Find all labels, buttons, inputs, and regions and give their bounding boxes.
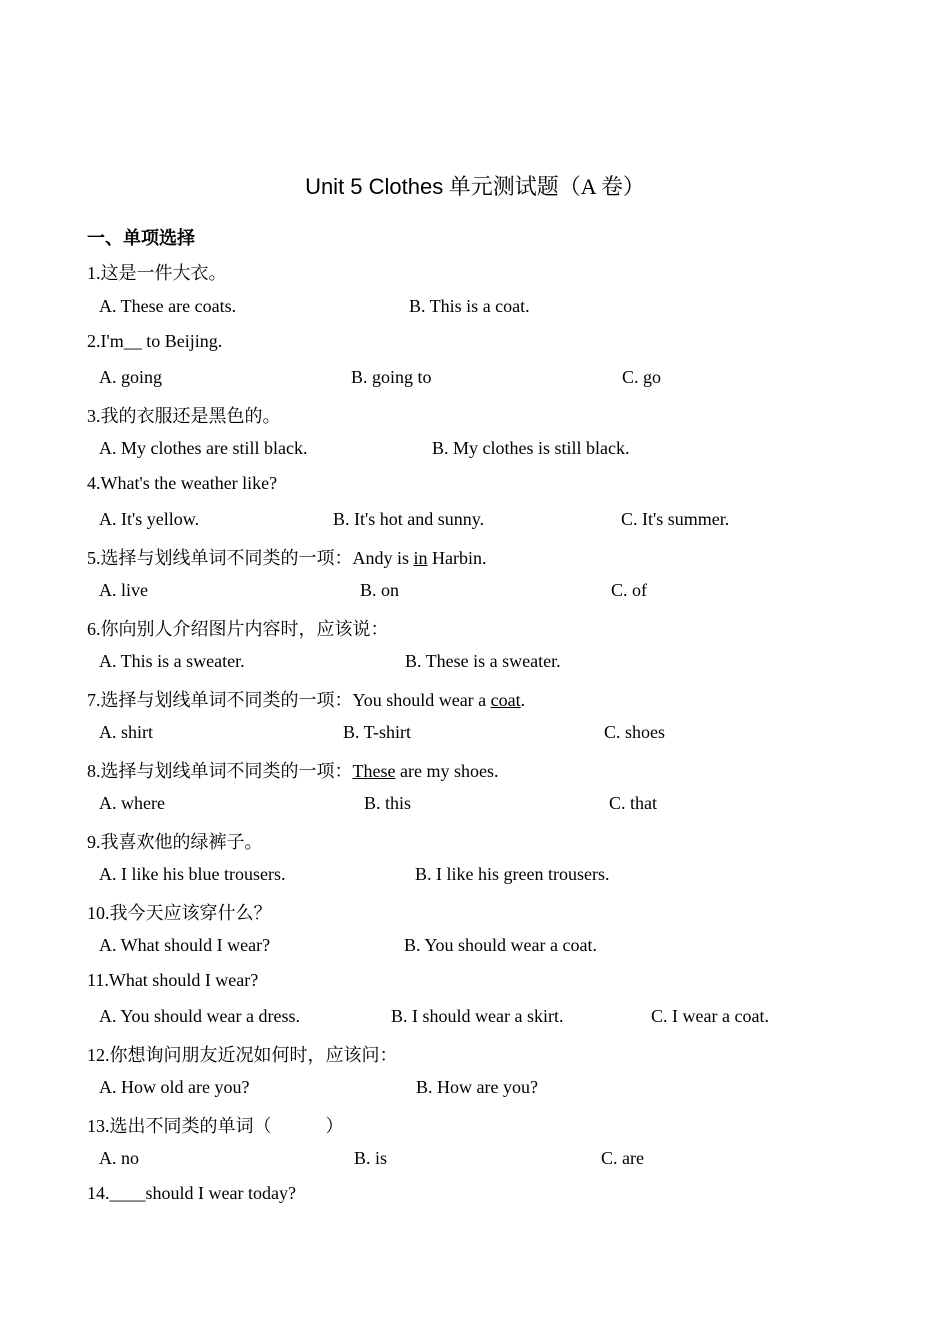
option-b: B. this <box>364 793 412 813</box>
option-b: B. on <box>360 580 400 600</box>
question-3: 3.我的衣服还是黑色的。 <box>87 406 281 426</box>
option-a: A. no <box>99 1148 139 1168</box>
option-a: A. How old are you? <box>99 1077 250 1097</box>
section-heading: 一、单项选择 <box>87 228 195 248</box>
question-7: 7.选择与划线单词不同类的一项：You should wear a coat. <box>87 690 526 710</box>
option-b: B. I like his green trousers. <box>415 864 610 884</box>
option-a: A. live <box>99 580 148 600</box>
option-b: B. I should wear a skirt. <box>391 1006 564 1026</box>
underlined-word: coat <box>490 690 521 710</box>
question-13: 13.选出不同类的单词（ ） <box>87 1116 344 1136</box>
option-c: C. that <box>609 793 657 813</box>
option-a: A. My clothes are still black. <box>99 438 308 458</box>
option-c: C. are <box>601 1148 644 1168</box>
option-c: C. I wear a coat. <box>651 1006 769 1026</box>
option-c: C. shoes <box>604 722 666 742</box>
option-b: B. You should wear a coat. <box>404 935 597 955</box>
option-b: B. T-shirt <box>343 722 412 742</box>
option-a: A. What should I wear? <box>99 935 271 955</box>
question-11: 11.What should I wear? <box>87 970 259 990</box>
option-b: B. going to <box>351 367 432 387</box>
option-a: A. going <box>99 367 162 387</box>
option-b: B. My clothes is still black. <box>432 438 630 458</box>
question-14: 14.____should I wear today? <box>87 1183 296 1203</box>
underlined-word: These <box>352 761 396 781</box>
option-b: B. This is a coat. <box>409 296 530 316</box>
option-a: A. I like his blue trousers. <box>99 864 286 884</box>
option-b: B. These is a sweater. <box>405 651 561 671</box>
option-a: A. You should wear a dress. <box>99 1006 300 1026</box>
question-1: 1.这是一件大衣。 <box>87 263 227 283</box>
option-a: A. These are coats. <box>99 296 237 316</box>
option-c: C. of <box>611 580 647 600</box>
question-5: 5.选择与划线单词不同类的一项：Andy is in Harbin. <box>87 548 487 568</box>
option-a: A. This is a sweater. <box>99 651 245 671</box>
question-12: 12.你想询问朋友近况如何时，应该问： <box>87 1045 398 1065</box>
option-a: A. shirt <box>99 722 153 742</box>
option-b: B. How are you? <box>416 1077 538 1097</box>
question-4: 4.What's the weather like? <box>87 473 278 493</box>
option-b: B. is <box>354 1148 388 1168</box>
option-c: C. go <box>622 367 662 387</box>
option-c: C. It's summer. <box>621 509 730 529</box>
question-8: 8.选择与划线单词不同类的一项：These are my shoes. <box>87 761 499 781</box>
underlined-word: in <box>413 548 428 568</box>
option-a: A. It's yellow. <box>99 509 200 529</box>
page-title: Unit 5 Clothes 单元测试题（A 卷） <box>305 174 645 199</box>
question-6: 6.你向别人介绍图片内容时，应该说： <box>87 619 389 639</box>
option-a: A. where <box>99 793 165 813</box>
question-2: 2.I'm__ to Beijing. <box>87 331 223 351</box>
question-10: 10.我今天应该穿什么？ <box>87 903 272 923</box>
question-9: 9.我喜欢他的绿裤子。 <box>87 832 263 852</box>
option-b: B. It's hot and sunny. <box>333 509 485 529</box>
